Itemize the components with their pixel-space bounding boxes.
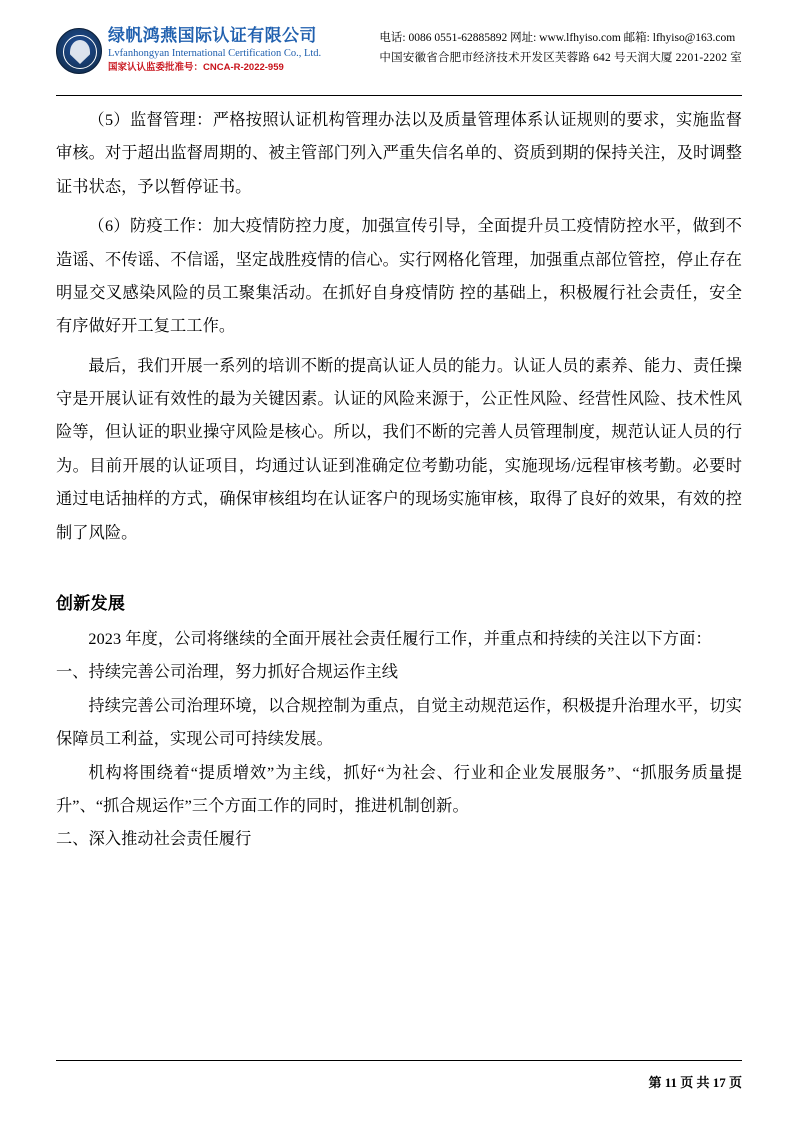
contact-info (379, 26, 742, 68)
company-logo (56, 26, 343, 74)
heading-item-1: 一、持续完善公司治理，努力抓好合规运作主线 (56, 663, 399, 682)
page-number-label: 第 11 页 共 17 页 (648, 1075, 742, 1090)
header-divider (56, 95, 742, 96)
footer-divider (56, 1060, 742, 1061)
contact-line-phone-web-mail: 电话: 0086 0551-62885892 网址: www.lfhyiso.com 邮箱: lfhyiso@163.com (379, 32, 736, 44)
spacer (56, 550, 742, 590)
heading-item-2: 二、深入推动社会责任履行 (56, 830, 252, 849)
paragraph-2023-plan: 2023 年度，公司将继续的全面开展社会责任履行工作，并重点和持续的关注以下方面： (88, 630, 712, 649)
paragraph-training-risk: 最后，我们开展一系列的培训不断的提高认证人员的能力。认证人员的素养、能力、责任操守是开展认证有效性的最为关键因素。认证的风险来源于，公正性风险、经营性风险、技术性风险等，但认证的职业操守风险是核心。所以，我们不断的完善人员管理制度，规范认证人员的行为。目前开展的认证项目，均通过认证到准确定位考勤功能，实施现场/远程审核考勤。必要时通过电话抽样的方式，确保审核组均在认证客户的现场实施审核，取得了良好的效果，有效的控制了风险。 (56, 356, 742, 542)
globe-certification-logo-icon (56, 28, 102, 74)
contact-line-address: 中国安徽省合肥市经济技术开发区芙蓉路 642 号天润大厦 2201-2202 室 (379, 52, 742, 65)
document-body (56, 104, 742, 857)
page-header (56, 26, 742, 92)
paragraph-supervision: （5）监督管理：严格按照认证机构管理办法以及质量管理体系认证规则的要求，实施监督审核。对于超出监督周期的、被主管部门列入严重失信名单的、资质到期的保持关注，及时调整证书状态，予以暂停证书。 (56, 111, 742, 196)
certification-approval-code: 国家认认监委批准号：CNCA-R-2022-959 (108, 61, 284, 73)
paragraph-epidemic-prevention: （6）防疫工作：加大疫情防控力度，加强宣传引导，全面提升员工疫情防控水平，做到不造谣、不传谣、不信谣，坚定战胜疫情的信心。实行网格化管理，加强重点部位管控，停止存在明显交叉感染风险的员工聚集活动。在抓好自身疫情防 控的基础上，积极履行社会责任，安全有序做好开工复工工作。 (56, 217, 742, 336)
company-name-en: Lvfanhongyan International Certification Co., Ltd. (108, 47, 322, 59)
section-heading-innovation: 创新发展 (56, 593, 126, 613)
paragraph-quality-efficiency: 机构将围绕着“提质增效”为主线，抓好“为社会、行业和企业发展服务”、“抓服务质量提升”、“抓合规运作”三个方面工作的同时，推进机制创新。 (56, 763, 742, 815)
company-name-cn: 绿帆鸿燕国际认证有限公司 (108, 26, 317, 45)
paragraph-governance: 持续完善公司治理环境，以合规控制为重点，自觉主动规范运作，积极提升治理水平，切实保障员工利益，实现公司可持续发展。 (56, 696, 742, 749)
company-name-block (108, 26, 321, 74)
page-footer (56, 1072, 742, 1091)
